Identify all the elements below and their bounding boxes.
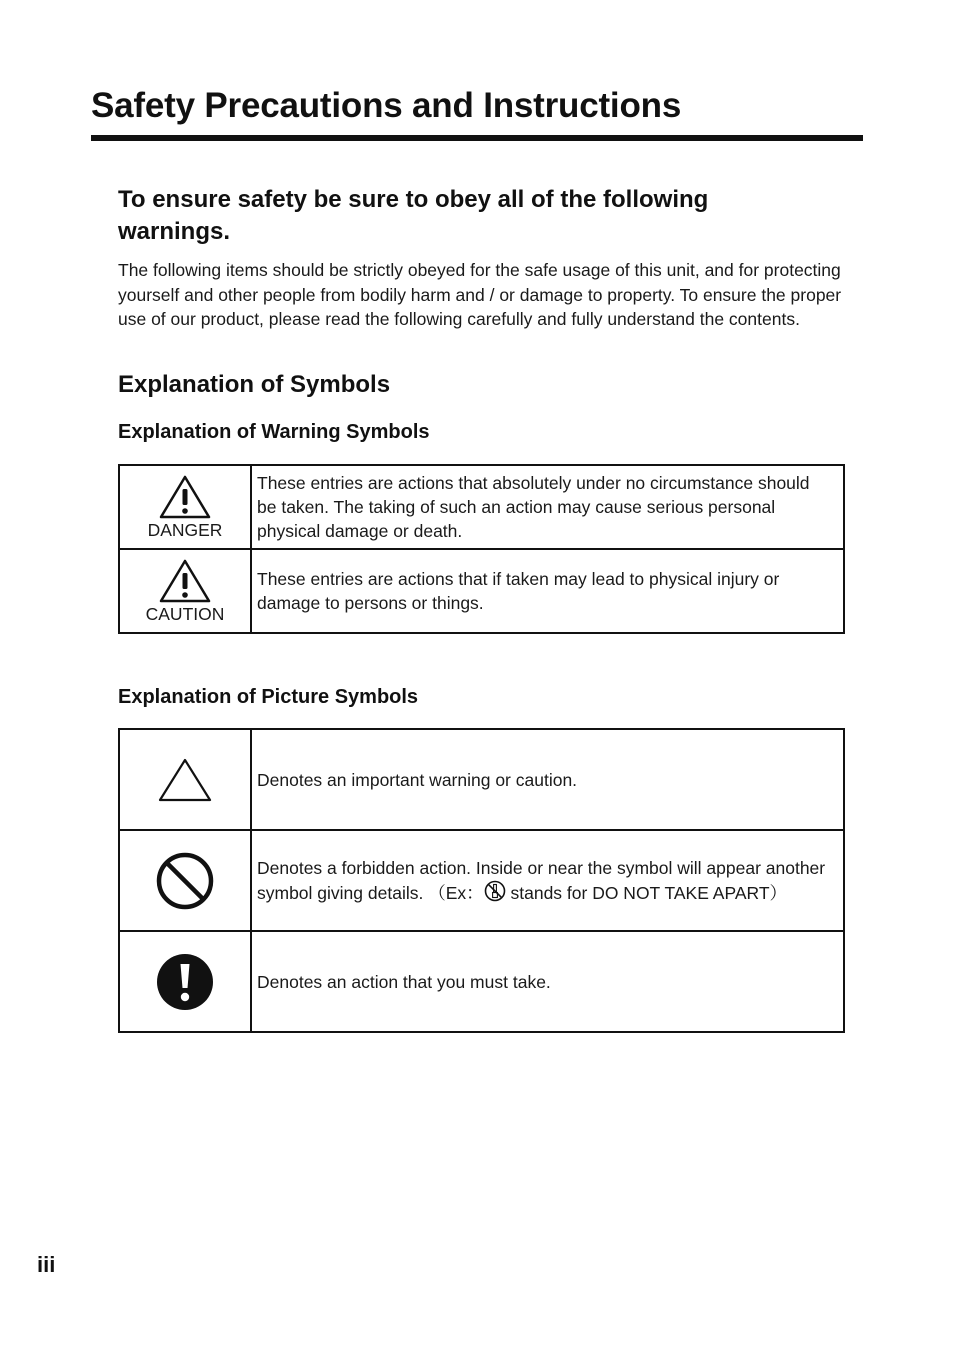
- warning-row-caution: [119, 549, 844, 633]
- caution-description: These entries are actions that if taken may lead to physical injury or damage to persons or things.: [251, 549, 844, 633]
- danger-symbol-cell: [119, 465, 251, 549]
- caution-triangle-icon: [157, 756, 213, 804]
- danger-description: These entries are actions that absolutely under no circumstance should be taken. The taking of such an action may cause serious personal physical damage or death.: [251, 465, 844, 549]
- caution-label: CAUTION: [145, 604, 225, 624]
- prohibited-icon: [155, 851, 215, 911]
- warning-symbols-heading: Explanation of Warning Symbols: [118, 421, 430, 443]
- prohibited-text-before: Denotes a forbidden action. Inside or near the symbol will appear another symbol giving details. （Ex：: [257, 858, 826, 903]
- caution-triangle-description: Denotes an important warning or caution.: [251, 729, 844, 830]
- picture-row-prohibited: [119, 830, 844, 931]
- page-title: Safety Precautions and Instructions: [91, 86, 682, 125]
- picture-row-mandatory: [119, 931, 844, 1032]
- intro-heading: To ensure safety be sure to obey all of the following warnings.: [118, 186, 709, 245]
- mandatory-cell: [119, 931, 251, 1032]
- mandatory-description: Denotes an action that you must take.: [251, 931, 844, 1032]
- picture-row-caution: [119, 729, 844, 830]
- prohibited-description: [251, 830, 844, 931]
- warning-triangle-icon: [158, 558, 212, 604]
- prohibited-text-after: stands for DO NOT TAKE APART）: [505, 883, 788, 903]
- page-number: iii: [37, 1252, 56, 1277]
- danger-label: DANGER: [147, 520, 223, 540]
- intro-paragraph: The following items should be strictly obeyed for the safe usage of this unit, and for protecting yourself and other people from bodily harm and / or damage to property. To ensure the proper use of our product, please read the following carefully and fully understand the contents.: [118, 260, 842, 329]
- prohibited-cell: [119, 830, 251, 931]
- title-rule: [91, 135, 863, 141]
- warning-row-danger: [119, 465, 844, 549]
- warning-symbols-table: [118, 464, 845, 634]
- caution-symbol-cell: [119, 549, 251, 633]
- caution-triangle-cell: [119, 729, 251, 830]
- symbols-heading: Explanation of Symbols: [118, 371, 391, 398]
- picture-symbols-heading: Explanation of Picture Symbols: [118, 686, 419, 708]
- picture-symbols-table: [118, 728, 845, 1033]
- mandatory-action-icon: [155, 952, 215, 1012]
- warning-triangle-icon: [158, 474, 212, 520]
- do-not-disassemble-icon: [484, 880, 506, 902]
